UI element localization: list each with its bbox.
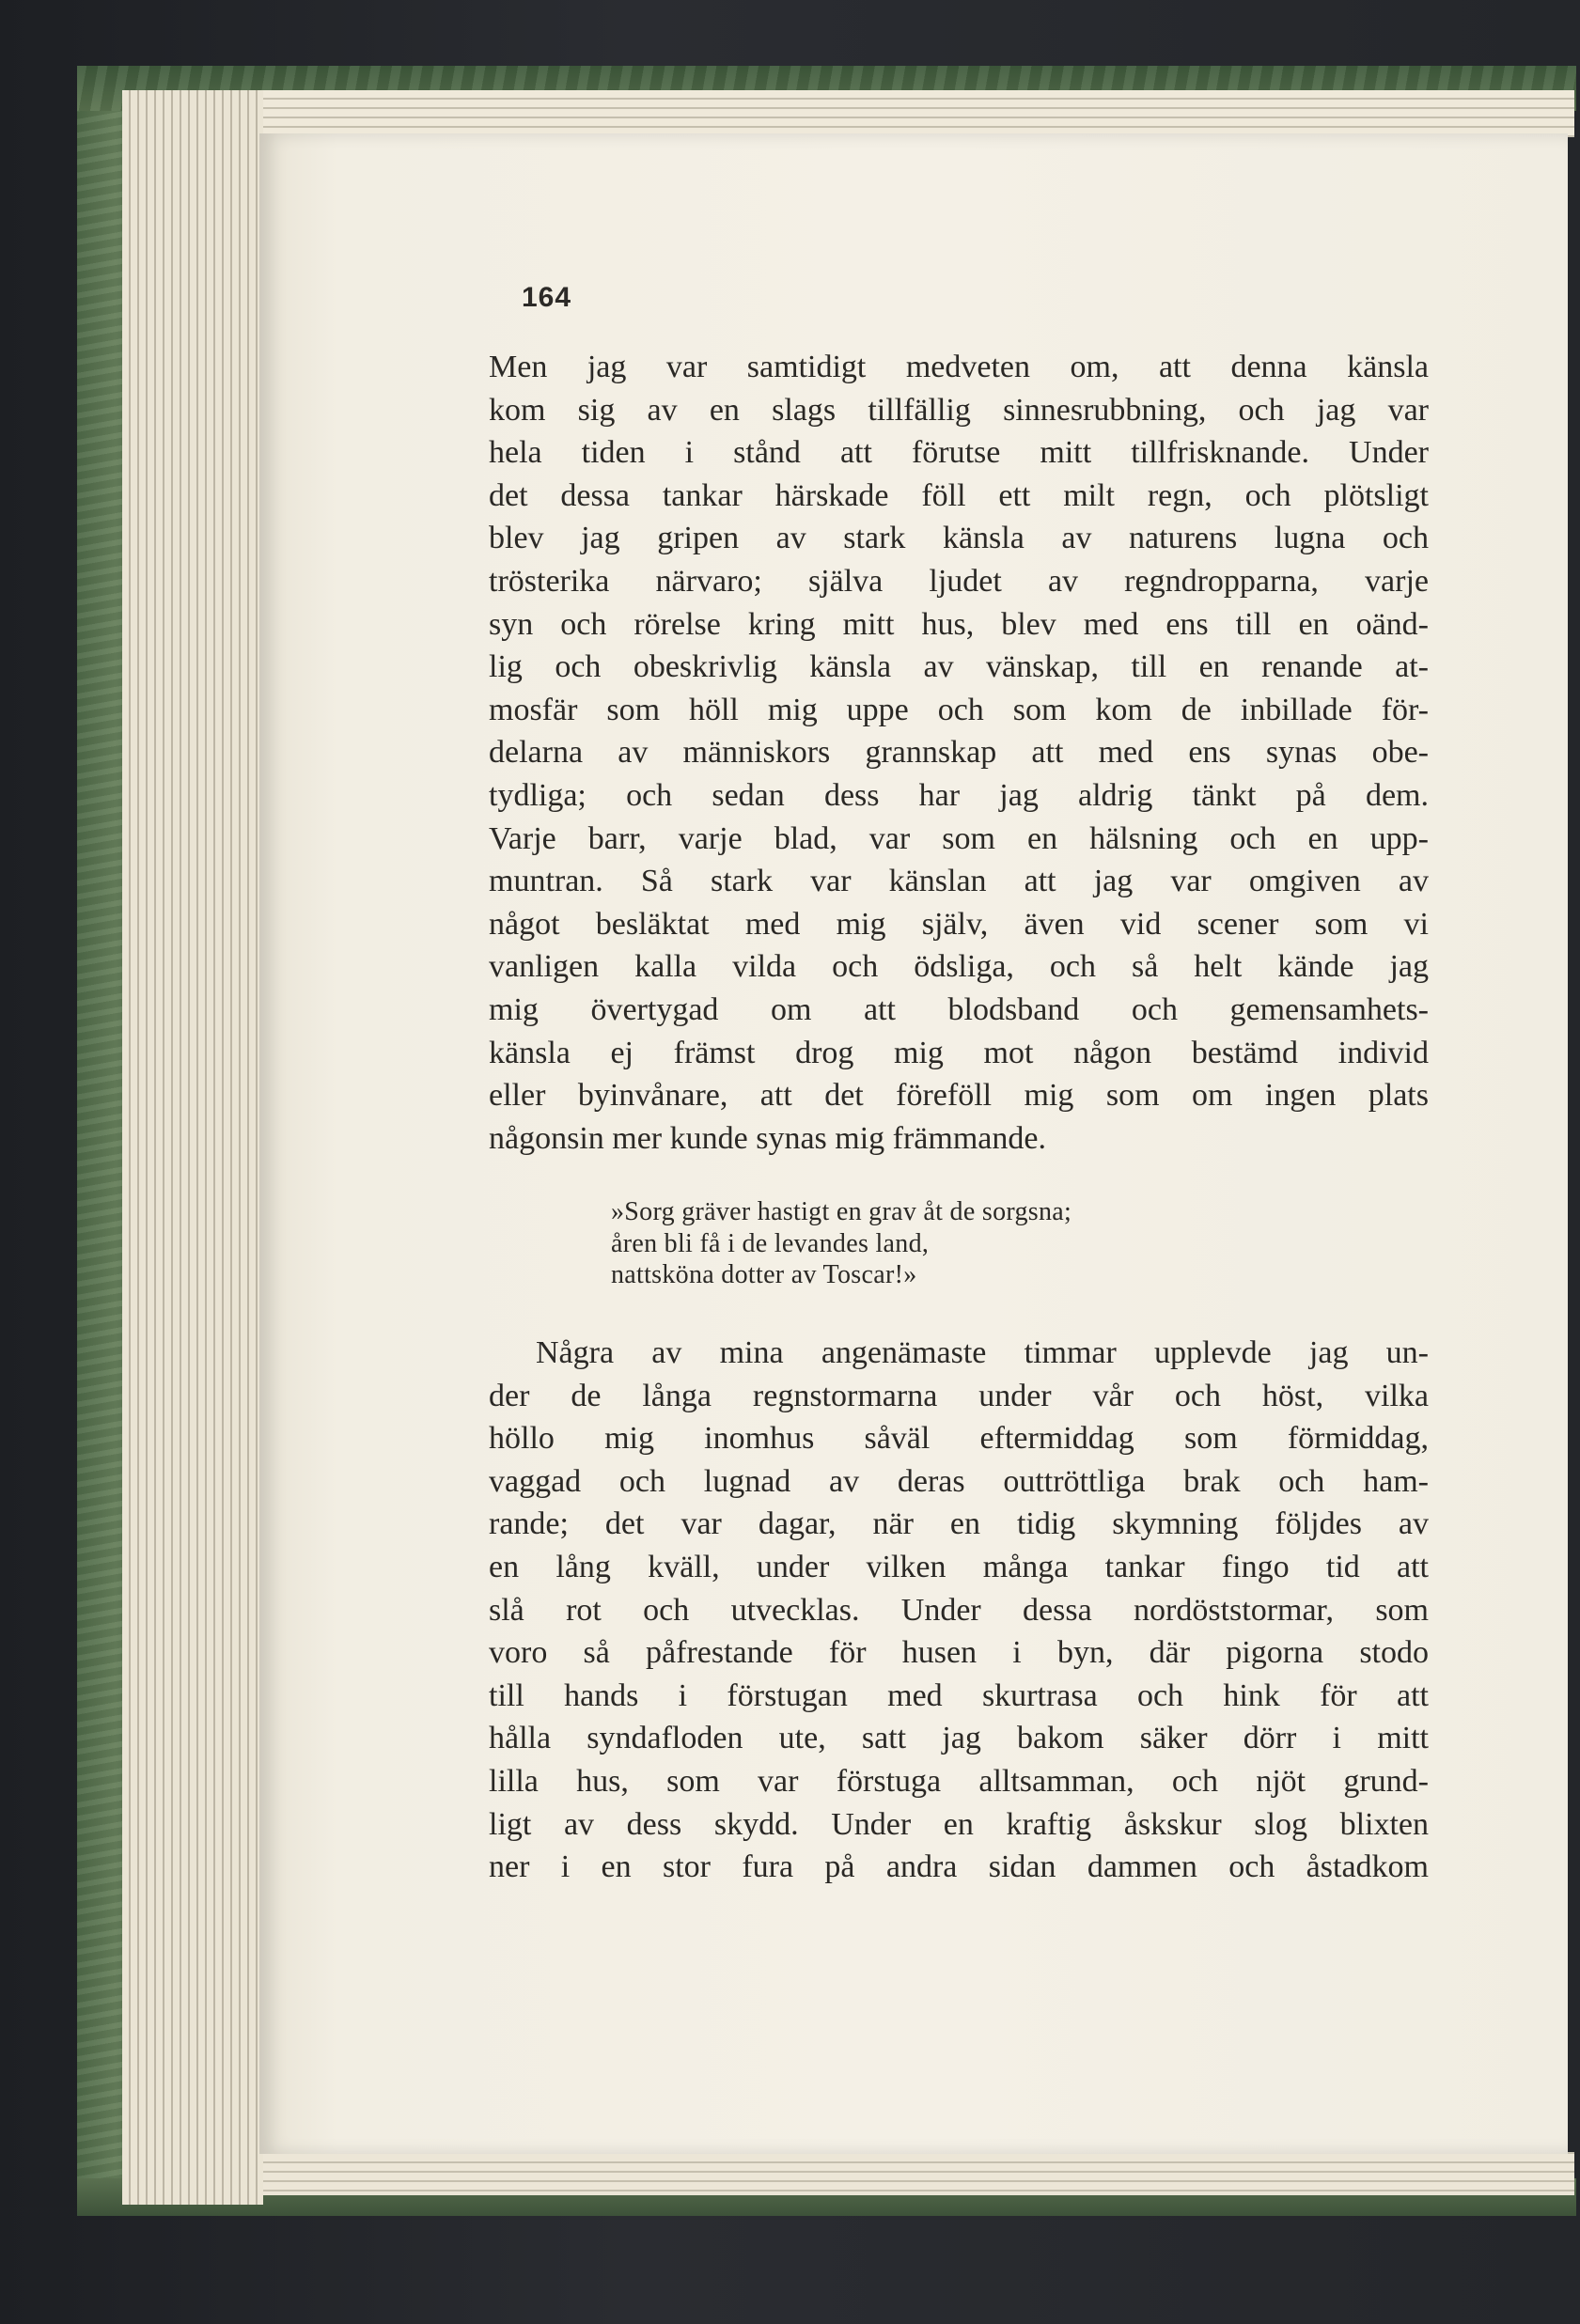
paragraph-1 xyxy=(489,346,1429,1160)
text-line: eller byinvånare, att det föreföll mig som om ingen plats xyxy=(489,1078,1429,1114)
page-edges-top xyxy=(122,90,1574,137)
text-line: kom sig av en slags tillfällig sinnesrubbning, och jag var xyxy=(489,392,1429,428)
text-line: tydliga; och sedan dess har jag aldrig tänkt på dem. xyxy=(489,777,1429,813)
text-line: syn och rörelse kring mitt hus, blev med ens till en oänd- xyxy=(489,606,1429,642)
page-number: 164 xyxy=(522,282,572,313)
text-line: Några av mina angenämaste timmar upplevde jag un- xyxy=(536,1335,1429,1370)
text-line: muntran. Så stark var känslan att jag var omgiven av xyxy=(489,864,1429,899)
text-line: delarna av människors grannskap att med ens synas obe- xyxy=(489,735,1429,771)
text-line: voro så påfrestande för husen i byn, där pigorna stodo xyxy=(489,1635,1429,1671)
text-line: der de långa regnstormarna under vår och höst, vilka xyxy=(489,1378,1429,1413)
text-line: lilla hus, som var förstuga alltsamman, och njöt grund- xyxy=(489,1763,1429,1799)
text-line: mosfär som höll mig uppe och som kom de inbillade för- xyxy=(489,692,1429,727)
text-line: en lång kväll, under vilken många tankar fingo tid att xyxy=(489,1549,1429,1584)
text-line: ner i en stor fura på andra sidan dammen och åstadkom xyxy=(489,1849,1429,1885)
text-line: någonsin mer kunde synas mig främmande. xyxy=(489,1120,1046,1156)
poem-quote xyxy=(611,1196,1072,1291)
text-line: det dessa tankar härskade föll ett milt regn, och plötsligt xyxy=(489,477,1429,513)
text-line: vaggad och lugnad av deras outtröttliga brak och ham- xyxy=(489,1463,1429,1499)
text-line: lig och obeskrivlig känsla av vänskap, till en renande at- xyxy=(489,649,1429,685)
page-edges-bottom xyxy=(122,2152,1574,2195)
poem-line: nattsköna dotter av Toscar!» xyxy=(611,1260,917,1289)
text-line: något besläktat med mig själv, även vid scener som vi xyxy=(489,906,1429,942)
text-line: höllo mig inomhus såväl eftermiddag som förmiddag, xyxy=(489,1421,1429,1457)
text-line: Varje barr, varje blad, var som en hälsning och en upp- xyxy=(489,820,1429,856)
text-line: hålla syndafloden ute, satt jag bakom säker dörr i mitt xyxy=(489,1721,1429,1756)
text-line: rande; det var dagar, när en tidig skymning följdes av xyxy=(489,1506,1429,1542)
text-line: Men jag var samtidigt medveten om, att denna känsla xyxy=(489,350,1429,384)
text-line: hela tiden i stånd att förutse mitt tillfrisknande. Under xyxy=(489,435,1429,471)
poem-line: åren bli få i de levandes land, xyxy=(611,1228,930,1258)
text-line: känsla ej främst drog mig mot någon bestämd individ xyxy=(489,1035,1429,1070)
text-line: till hands i förstugan med skurtrasa och hink för att xyxy=(489,1677,1429,1713)
text-line: slå rot och utvecklas. Under dessa nordöststormar, som xyxy=(489,1592,1429,1628)
text-line: ligt av dess skydd. Under en kraftig åskskur slog blixten xyxy=(489,1806,1429,1842)
text-line: blev jag gripen av stark känsla av naturens lugna och xyxy=(489,521,1429,556)
text-line: trösterika närvaro; själva ljudet av regndropparna, varje xyxy=(489,563,1429,599)
text-line: mig övertygad om att blodsband och gemensamhets- xyxy=(489,991,1429,1027)
paragraph-2 xyxy=(489,1332,1429,1889)
poem-line: »Sorg gräver hastigt en grav åt de sorgsna; xyxy=(611,1197,1072,1226)
page-edges-left xyxy=(122,90,263,2205)
text-line: vanligen kalla vilda och ödsliga, och så helt kände jag xyxy=(489,949,1429,985)
